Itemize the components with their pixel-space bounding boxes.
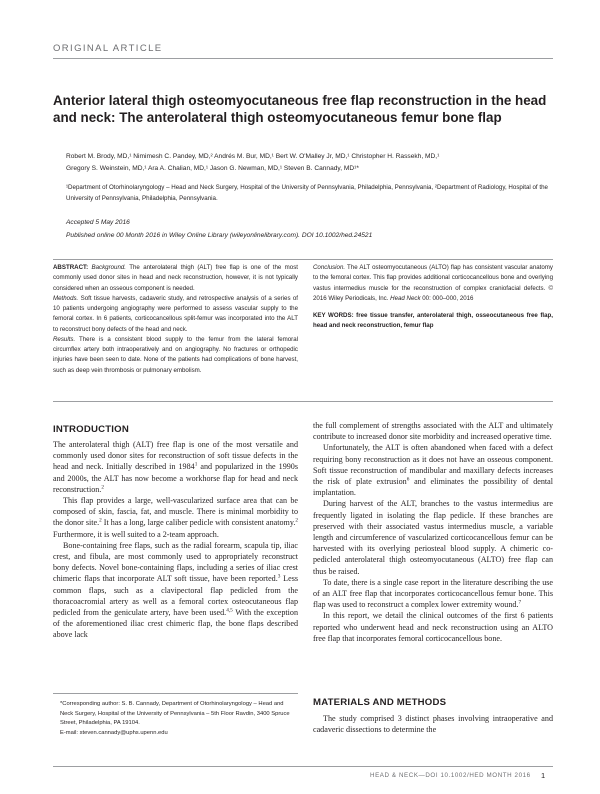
abstract-column-left	[53, 263, 298, 376]
text: It has a long, large caliber pedicle with consistent anatomy.	[101, 518, 296, 528]
footnote-address: *Corresponding author: S. B. Cannady, Department of Otorhinolaryngology – Head and Neck Surgery, Hospital of the University of Pennsylvania – 5th Floor Ravdin, 3400 Spruce Street, Philadelphia, PA 19104.	[60, 701, 290, 727]
paragraph	[313, 442, 553, 498]
citation-ref: 3	[277, 573, 281, 580]
background-text: The anterolateral thigh (ALT) free flap is one of the most commonly used donor sites in head and neck reconstruction, however, it is not typically considered when an osseous component is needed.	[53, 264, 298, 292]
methods-heading: MATERIALS AND METHODS	[313, 697, 447, 708]
abstract-conclusion	[313, 263, 553, 304]
text: This flap provides a large, well-vascularized surface area that can be composed of skin, fascia, fat, and muscle. There is minimal morbidity to the donor site.	[53, 496, 298, 528]
paragraph	[53, 495, 298, 540]
footnote-email: E-mail: steven.cannady@uphs.upenn.edu	[60, 729, 168, 736]
conclusion-label: Conclusion.	[313, 264, 346, 271]
paragraph: the full complement of strengths associated with the ALT and ultimately contribute to increased donor site morbidity and increased operative time.	[313, 421, 553, 442]
citation-detail: 00: 000–000, 2016	[420, 294, 474, 302]
paragraph: In this report, we detail the clinical outcomes of the first 6 patients reported who underwent head and neck reconstruction using an ALTO free flap that incorporates femoral corticocancellous bone.	[313, 611, 553, 643]
running-footer: HEAD & NECK—DOI 10.1002/HED MONTH 2016	[370, 772, 531, 779]
citation-ref: 6	[406, 476, 410, 483]
author-line: Robert M. Brody, MD,¹ Nimimesh C. Pandey, MD,² Andrés M. Bur, MD,¹ Bert W. O'Malley Jr, MD,¹ Christopher H. Rassekh, MD,¹	[66, 153, 440, 160]
keywords-text: free tissue transfer, anterolateral thigh, osseocutaneous free flap, head and neck reconstruction, femur flap	[313, 312, 553, 330]
corresponding-author-footnote	[60, 700, 298, 738]
citation-ref: 2	[99, 517, 102, 524]
published-line: Published online 00 Month 2016 in Wiley Online Library (wileyonlinelibrary.com). DOI 10.1002/hed.24521	[66, 231, 373, 239]
text: To date, there is a single case report in the literature describing the use of an ALT free flap that incorporates corticocancellous femur bone. This flap was used to reconstruct a complex lower extremity wound.	[313, 577, 553, 610]
paragraph: During harvest of the ALT, branches to the vastus intermedius are frequently ligated in isolating the flap pedicle. If these branches are preserved with their associated vastus intermedius muscle, a variable length and circumference of vascularized corticocancellous femur can be harvested with its overlying periosteal blood supply. A chimeric co-pedicled anterolateral thigh osteomyocutaneous (ALTO) free flap can thus be raised.	[313, 499, 553, 576]
abstract-background	[53, 263, 298, 294]
paragraph	[53, 439, 298, 495]
citation-ref: 2	[101, 484, 104, 491]
text: Furthermore, it is well suited to a 2-team approach.	[53, 529, 219, 539]
methods-label: Methods.	[53, 294, 79, 302]
text: and popularized in the 1990s and 2000s, the ALT has now become a workhorse flap for head and neck reconstruction.	[53, 462, 298, 494]
section-label: ORIGINAL ARTICLE	[53, 43, 163, 54]
abstract-column-right	[313, 263, 553, 332]
results-text: There is a consistent blood supply to the femur from the lateral femoral circumflex artery both intraoperatively and on angiography. No fractures or orthopedic injuries have been seen to date. None of the patients had complications of bone harvest, such as deep vein thrombosis or pulmonary embolism.	[53, 335, 298, 374]
affiliations: ¹Department of Otorhinolaryngology – Head and Neck Surgery, Hospital of the University of Pennsylvania, Philadelphia, Pennsylvania, ²Department of Radiology, Hospital of the University of Pennsylvania, Philadelphia, Pennsylvania.	[66, 184, 548, 202]
text: With the exception of the aforementioned iliac crest chimeric flap, the bone flaps described above lack	[53, 608, 298, 640]
abstract-results	[53, 335, 298, 376]
text: and eliminates the possibility of dental implantation.	[313, 477, 553, 498]
citation-ref: 7	[518, 599, 522, 606]
results-label: Results.	[53, 335, 76, 343]
background-label: Background.	[91, 264, 126, 271]
author-line: Gregory S. Weinstein, MD,¹ Ara A. Chalian, MD,¹ Jason G. Newman, MD,¹ Steven B. Cannady, MD¹*	[66, 164, 359, 172]
citation-ref: 2	[295, 517, 298, 524]
introduction-heading: INTRODUCTION	[53, 424, 129, 435]
paragraph	[313, 577, 553, 611]
author-list	[66, 151, 554, 175]
introduction-column-left	[53, 439, 298, 641]
publication-dates	[66, 217, 554, 242]
footer-rule	[53, 766, 553, 767]
text: Less common flaps, such as a clavipectoral flap pedicled from the thoracoacromial artery as well as a femoral cortex osteocutaneous flap pedicled from the geniculate artery, have been used.	[53, 574, 298, 618]
footnote-rule	[53, 693, 298, 694]
paragraph	[53, 540, 298, 641]
page-number: 1	[541, 771, 546, 780]
keywords-label: KEY WORDS:	[313, 312, 354, 319]
abstract-methods	[53, 294, 298, 335]
citation-journal: Head Neck	[390, 294, 421, 302]
text: Bone-containing free flaps, such as the radial forearm, scapula tip, iliac crest, and fibula, are most commonly used to appropriately reconstruct bony defects. Novel bone-containing flaps, including a series of iliac crest chimeric flaps that incorporate ALT soft tissue, have been reported.	[53, 540, 298, 584]
conclusion-text: The ALT osteomyocutaneous (ALTO) flap has consistent vascular anatomy to the femoral cortex. This flap provides additional corticocancellous bone and overlying vastus intermedius muscle for the reconstruction of complex craniofacial defects. © 2016 Wiley Periodicals, Inc.	[313, 264, 553, 302]
methods-paragraph: The study comprised 3 distinct phases involving intraoperative and cadaveric dissections to determine the	[313, 714, 553, 735]
abstract-rule-bottom	[53, 401, 553, 402]
article-title: Anterior lateral thigh osteomyocutaneous free flap reconstruction in the head and neck: The anterolateral thigh osteomyocutaneous femur bone flap	[53, 93, 547, 125]
top-rule	[53, 58, 553, 59]
citation-ref: 1	[194, 461, 198, 468]
abstract-label: ABSTRACT:	[53, 264, 89, 271]
text: The anterolateral thigh (ALT) free flap is one of the most versatile and commonly used donor sites for reconstruction of soft tissue defects in the head and neck. Initially described in 1984	[53, 440, 298, 472]
abstract-rule-top	[53, 259, 553, 260]
methods-text: Soft tissue harvests, cadaveric study, and retrospective analysis of a series of 10 patients undergoing angiography were performed to assess vascular supply to the femoral cortex. In 6 patients, corticocancellous split-femur was incorporated into the ALT to reconstruct bony defects of the head and neck.	[53, 294, 298, 333]
citation-ref: 4,5	[226, 607, 233, 614]
introduction-column-right	[313, 420, 553, 644]
accepted-date: Accepted 5 May 2016	[66, 219, 130, 226]
keywords	[313, 311, 553, 332]
text: Unfortunately, the ALT is often abandoned when faced with a defect requiring bony reconstruction as it does not have an osseous component. Soft tissue reconstruction of mandibular and maxillary defects increases the risk of plate extrusion	[313, 443, 553, 487]
